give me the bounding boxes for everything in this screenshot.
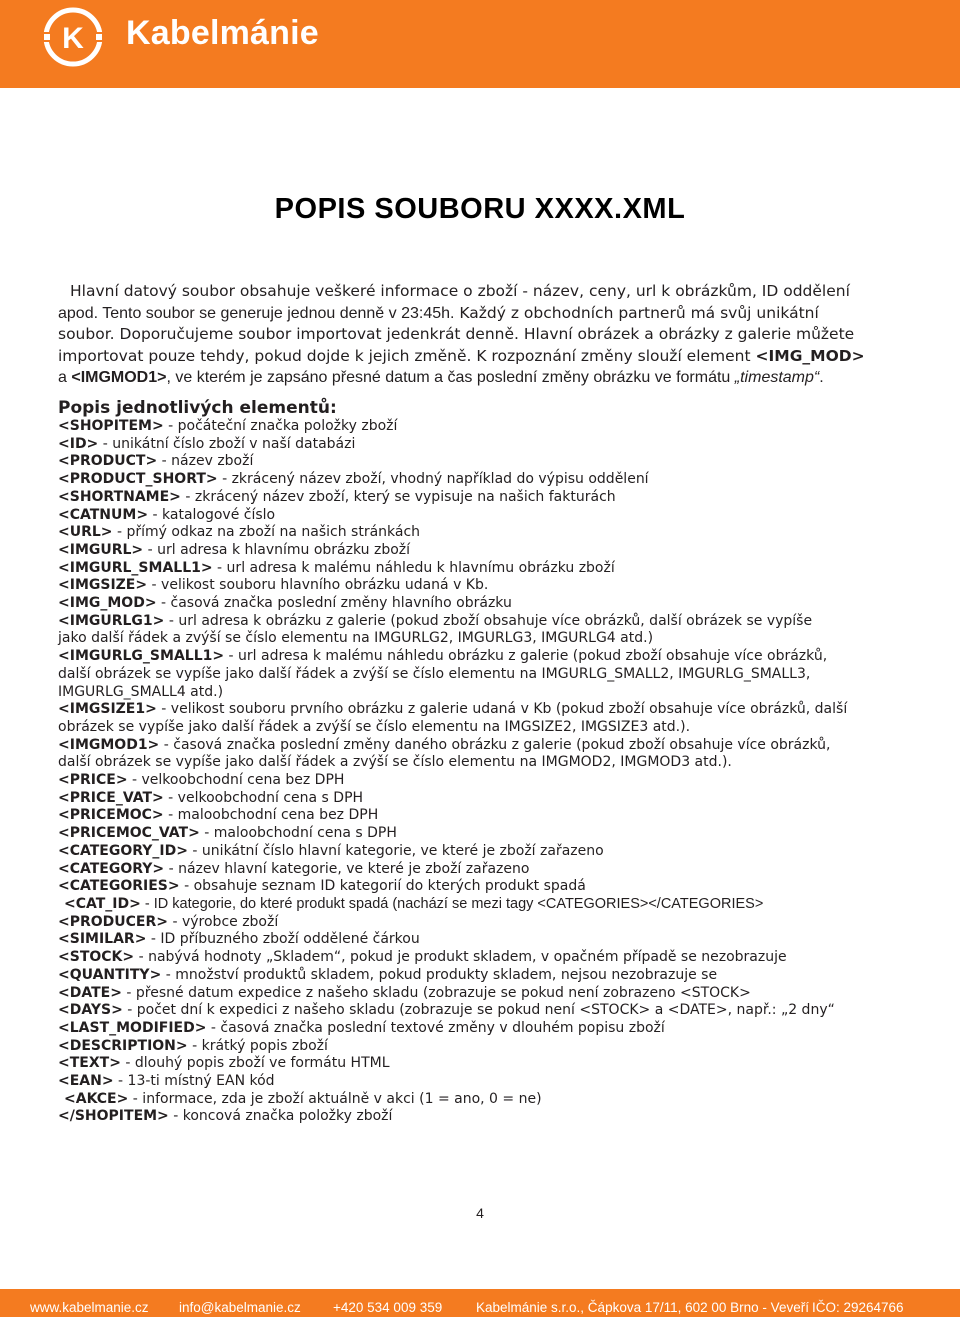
element-tag: <ID> [58, 435, 99, 452]
element-tag: <CAT_ID> [64, 895, 141, 912]
element-row [58, 418, 908, 436]
element-tag: <IMG_MOD> [58, 595, 157, 612]
element-row [58, 1108, 908, 1126]
element-description: - výrobce zboží [168, 913, 279, 930]
element-row [58, 560, 908, 578]
elements-list [58, 418, 908, 1126]
element-description: - zkrácený název zboží, vhodný například do výpisu oddělení [217, 471, 649, 488]
element-description: - url adresa k obrázku z galerie (pokud zboží obsahuje více obrázků, další obrázek se vypíše [164, 612, 813, 629]
element-tag: <PRICEMOC_VAT> [58, 825, 200, 842]
logo-letter: K [62, 22, 84, 55]
element-description: - url adresa k hlavnímu obrázku zboží [143, 541, 411, 558]
element-row [58, 701, 908, 719]
element-description: - nabývá hodnoty „Skladem“, pokud je produkt skladem, v opačném případě se nezobrazuje [134, 949, 787, 966]
element-description: - maloobchodní cena s DPH [199, 825, 397, 842]
element-tag: <PRICE> [58, 772, 128, 789]
element-description: - koncová značka položky zboží [168, 1108, 393, 1125]
header-bar [0, 0, 960, 88]
element-row [58, 772, 908, 790]
element-row [58, 896, 908, 914]
element-row [58, 436, 908, 454]
element-tag: <QUANTITY> [58, 966, 162, 983]
element-description: - unikátní číslo zboží v naší databázi [98, 435, 356, 452]
element-row [58, 684, 908, 702]
element-description: - množství produktů skladem, pokud produkty skladem, nejsou nezobrazuje se [161, 966, 718, 983]
element-tag: <PRICEMOC> [58, 807, 164, 824]
element-tag: <EAN> [58, 1073, 114, 1090]
element-row [58, 719, 908, 737]
element-row [58, 1055, 908, 1073]
elements-heading: Popis jednotlivých elementů: [58, 398, 337, 418]
element-description: - počet dní k expedici z našeho skladu (zobrazuje se pokud není <STOCK> a <DATE>, např.: „2 dny“ [122, 1002, 835, 1019]
element-description: - počáteční značka položky zboží [163, 418, 398, 434]
element-description: - časová značka poslední změny daného obrázku z galerie (pokud zboží obsahuje více obrázků, [159, 736, 831, 753]
element-description: - velikost souboru hlavního obrázku udaná v Kb. [147, 577, 489, 594]
element-row [58, 843, 908, 861]
element-row [58, 630, 908, 648]
element-tag: <CATEGORY> [58, 860, 165, 877]
element-tag: <PRODUCT_SHORT> [58, 471, 218, 488]
element-row [58, 790, 908, 808]
element-row [58, 878, 908, 896]
element-description: - url adresa k malému náhledu obrázku z galerie (pokud zboží obsahuje více obrázků, [224, 648, 828, 665]
element-description: - zkrácený název zboží, který se vypisuje na našich fakturách [180, 488, 616, 505]
element-tag: <SIMILAR> [58, 931, 147, 948]
element-tag: <CATEGORIES> [58, 878, 180, 895]
element-description: IMGURLG_SMALL4 atd.) [58, 683, 224, 700]
element-description: - url adresa k malému náhledu k hlavnímu obrázku zboží [212, 559, 615, 576]
element-row [58, 648, 908, 666]
element-tag: <DAYS> [58, 1002, 123, 1019]
page-number: 4 [476, 1205, 484, 1221]
element-tag: <URL> [58, 524, 113, 541]
element-tag: <LAST_MODIFIED> [58, 1019, 207, 1036]
element-tag: <IMGSIZE1> [58, 701, 157, 718]
element-description: - informace, zda je zboží aktuálně v akci (1 = ano, 0 = ne) [128, 1090, 542, 1107]
element-row [58, 1038, 908, 1056]
element-row [58, 489, 908, 507]
intro-paragraph [58, 281, 908, 389]
element-row [58, 471, 908, 489]
element-row [58, 453, 908, 471]
element-row [58, 825, 908, 843]
element-description: - časová značka poslední textové změny v dlouhém popisu zboží [206, 1019, 665, 1036]
element-row [58, 1073, 908, 1091]
element-row [58, 985, 908, 1003]
element-description: - katalogové číslo [148, 506, 276, 523]
element-description: - název hlavní kategorie, ve které je zboží zařazeno [164, 860, 530, 877]
element-tag: <TEXT> [58, 1055, 121, 1072]
element-description: další obrázek se vypíše jako další řádek a zvýší se číslo elementu na IMGMOD2, IMGMOD3 atd.). [58, 754, 732, 771]
element-tag: <DATE> [58, 984, 122, 1001]
element-description: - přesné datum expedice z našeho skladu (zobrazuje se pokud není zobrazeno <STOCK> [121, 984, 751, 1001]
intro-line: Hlavní datový soubor obsahuje veškeré informace o zboží - název, ceny, url k obrázkům, ID oddělení [70, 282, 850, 300]
element-tag: <PRODUCER> [58, 913, 169, 930]
element-row [58, 524, 908, 542]
element-row [58, 507, 908, 525]
footer-phone: +420 534 009 359 [333, 1300, 443, 1315]
footer-ico: IČO: 29264766 [812, 1300, 904, 1315]
element-tag: <IMGURLG1> [58, 612, 165, 629]
element-tag: <AKCE> [64, 1090, 129, 1107]
element-description: - maloobchodní cena bez DPH [163, 807, 379, 824]
footer-email-link[interactable]: info@kabelmanie.cz [179, 1300, 301, 1315]
element-description: - velikost souboru prvního obrázku z galerie udaná v Kb (pokud zboží obsahuje více obrázků, další [156, 701, 848, 718]
element-row [58, 737, 908, 755]
element-description: jako další řádek a zvýší se číslo elementu na IMGURLG2, IMGURLG3, IMGURLG4 atd.) [58, 630, 654, 647]
element-row [58, 1020, 908, 1038]
page-title: POPIS SOUBORU XXXX.XML [274, 193, 686, 225]
element-tag: <PRODUCT> [58, 453, 158, 470]
element-tag: <IMGURL> [58, 541, 144, 558]
element-description: - přímý odkaz na zboží na našich stránkách [112, 524, 421, 541]
element-description: - 13-ti místný EAN kód [113, 1073, 275, 1090]
element-row [58, 949, 908, 967]
element-row [58, 931, 908, 949]
element-description: - název zboží [157, 453, 254, 470]
element-row [58, 613, 908, 631]
element-description: - dlouhý popis zboží ve formátu HTML [120, 1055, 390, 1072]
intro-line: importovat pouze tehdy, pokud dojde k jejich změně. K rozpoznání změny slouží element <IMG_MOD> [58, 346, 865, 365]
element-tag: <IMGSIZE> [58, 577, 148, 594]
element-row [58, 861, 908, 879]
element-tag: <IMGMOD1> [58, 736, 160, 753]
element-tag: <STOCK> [58, 949, 135, 966]
intro-line: a <IMGMOD1>, ve kterém je zapsáno přesné datum a čas poslední změny obrázku ve formátu „timestamp“. [58, 369, 824, 386]
element-tag: <IMGURL_SMALL1> [58, 559, 213, 576]
element-tag: <CATEGORY_ID> [58, 842, 188, 859]
element-description: - ID příbuzného zboží oddělené čárkou [146, 931, 420, 948]
footer-web-link[interactable]: www.kabelmanie.cz [30, 1300, 149, 1315]
element-row [58, 577, 908, 595]
intro-line: apod. Tento soubor se generuje jednou denně v 23:45h. Každý z obchodních partnerů má svůj unikátní [58, 303, 819, 322]
brand-name: Kabelmánie [126, 14, 319, 52]
element-tag: <SHORTNAME> [58, 488, 181, 505]
element-tag: <SHOPITEM> [58, 418, 164, 434]
footer-bar [0, 1289, 960, 1317]
element-description: - ID kategorie, do které produkt spadá (nachází se mezi tagy <CATEGORIES></CATEGORIES> [140, 895, 764, 912]
element-row [58, 754, 908, 772]
element-tag: <DESCRIPTION> [58, 1037, 188, 1054]
element-row [58, 666, 908, 684]
element-row [58, 914, 908, 932]
intro-line: soubor. Doporučujeme soubor importovat jedenkrát denně. Hlavní obrázek a obrázky z galerie můžete [58, 325, 855, 343]
element-tag: <PRICE_VAT> [58, 789, 164, 806]
kabelmanie-logo-icon [42, 6, 104, 68]
element-row [58, 1002, 908, 1020]
element-tag: <IMGURLG_SMALL1> [58, 648, 225, 665]
element-row [58, 967, 908, 985]
element-row [58, 595, 908, 613]
element-description: - velkoobchodní cena bez DPH [127, 772, 345, 789]
element-row [58, 807, 908, 825]
element-row [58, 542, 908, 560]
element-description: - krátký popis zboží [187, 1037, 328, 1054]
element-tag: </SHOPITEM> [58, 1108, 169, 1125]
element-row [58, 1091, 908, 1109]
element-description: další obrázek se vypíše jako další řádek a zvýší se číslo elementu na IMGURLG_SMALL2, IMGURLG_SMALL3, [58, 665, 811, 682]
element-description: - unikátní číslo hlavní kategorie, ve které je zboží zařazeno [187, 842, 604, 859]
element-description: obrázek se vypíše jako další řádek a zvýší se číslo elementu na IMGSIZE2, IMGSIZE3 atd.). [58, 718, 691, 735]
element-tag: <CATNUM> [58, 506, 149, 523]
element-description: - časová značka poslední změny hlavního obrázku [156, 595, 512, 612]
element-description: - obsahuje seznam ID kategorií do kterých produkt spadá [179, 878, 586, 895]
footer-address: Kabelmánie s.r.o., Čápkova 17/11, 602 00 Brno - Veveří [476, 1300, 809, 1315]
element-description: - velkoobchodní cena s DPH [163, 789, 364, 806]
